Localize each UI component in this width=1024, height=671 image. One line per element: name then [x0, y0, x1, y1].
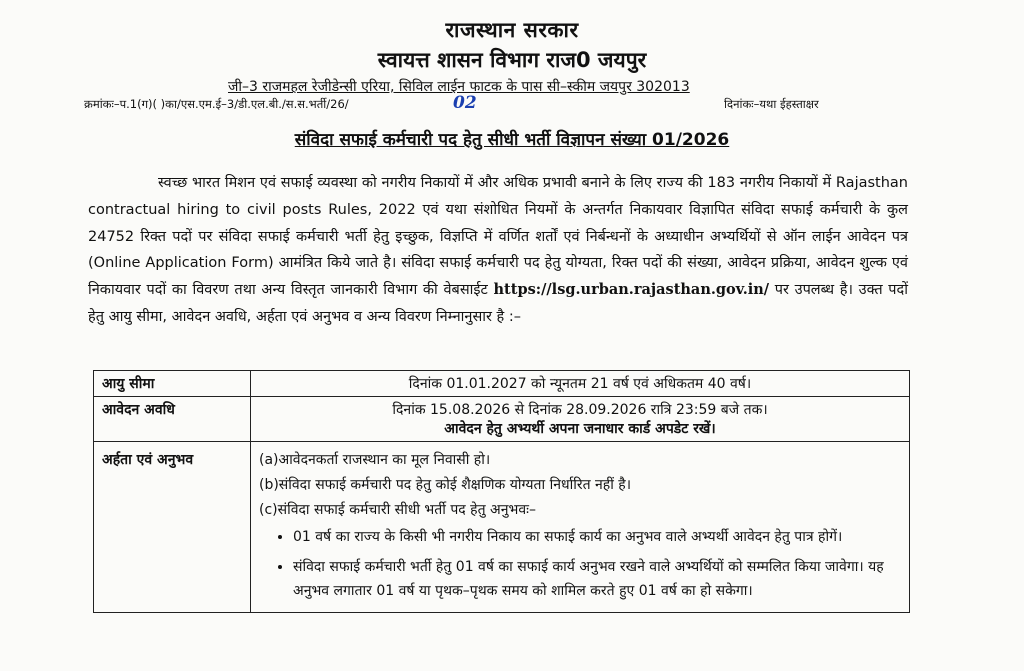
department-name: स्वायत्त शासन विभाग राज0 जयपुर [377, 48, 647, 72]
qualification-label: अर्हता एवं अनुभव [94, 442, 251, 613]
website-link[interactable]: https://lsg.urban.rajasthan.gov.in/ [493, 281, 770, 299]
age-value: दिनांक 01.01.2027 को न्यूनतम 21 वर्ष एवं अधिकतम 40 वर्ष। [251, 371, 910, 397]
qualification-cell [251, 442, 910, 613]
intro-text-end: पर उपलब्ध है। उक्त पदों हेतु आयु सीमा, आवेदन अवधि, अर्हता एवं अनुभव व अन्य विवरण निम्नानुसार है :– [88, 282, 909, 325]
qualification-b: (b)संविदा सफाई कर्मचारी पद हेतु कोई शैक्षणिक योग्यता निर्धारित नहीं है। [259, 477, 632, 493]
period-row [94, 397, 910, 442]
period-label: आवेदन अवधि [94, 397, 251, 442]
period-cell [251, 397, 910, 442]
intro-paragraph [88, 170, 908, 331]
qualification-a: (a)आवेदनकर्ता राजस्थान का मूल निवासी हो। [259, 452, 491, 468]
experience-list [259, 525, 901, 603]
experience-bullet-2: • संविदा सफाई कर्मचारी भर्ती हेतु 01 वर्ष का सफाई कार्य अनुभव रखने वाले अभ्यर्थियों को सम्मलित किया जावेगा। यह अनुभव लगातार 01 वर्ष या पृथक–पृथक समय को शामिल करते हुए 01 वर्ष का हो सकेगा। [293, 555, 901, 603]
qualification-row [94, 442, 910, 613]
government-name: राजस्थान सरकार [445, 18, 579, 42]
period-note: आवेदन हेतु अभ्यर्थी अपना जनाधार कार्ड अपडेट रखें। [444, 421, 716, 437]
qualification-c: (c)संविदा सफाई कर्मचारी सीधी भर्ती पद हेतु अनुभवः– [259, 502, 536, 518]
reference-date: दिनांकः–यथा ईहस्ताक्षर [724, 97, 819, 111]
period-value: दिनांक 15.08.2026 से दिनांक 28.09.2026 रात्रि 23:59 बजे तक। [392, 402, 768, 418]
age-label: आयु सीमा [94, 371, 251, 397]
reference-number: क्रमांकः–प.1(ग)( )का/एस.एम.ई–3/डी.एल.बी./स.स.भर्ती/26/ [84, 97, 349, 111]
handwritten-number: 02 [453, 93, 477, 113]
age-row [94, 371, 910, 397]
advertisement-title-text: संविदा सफाई कर्मचारी पद हेतु सीधी भर्ती विज्ञापन संख्या 01/2026 [294, 130, 730, 150]
reference-line [84, 93, 984, 117]
experience-bullet-1: • 01 वर्ष का राज्य के किसी भी नगरीय निकाय का सफाई कार्य का अनुभव वाले अभ्यर्थी आवेदन हेतु पात्र होगें। [293, 525, 901, 549]
details-table [93, 370, 910, 613]
department-address: जी–3 राजमहल रेजीडेन्सी एरिया, सिविल लाईन फाटक के पास सी–स्कीम जयपुर 302013 [228, 79, 690, 95]
intro-text: स्वच्छ भारत मिशन एवं सफाई व्यवस्था को नगरीय निकायों में और अधिक प्रभावी बनाने के लिए राज्य की 183 नगरीय निकायों में Rajasthan contractual hiring to civil posts Rules, 2022 एवं यथा संशोधित नियमों के अन्तर्गत निकायवार विज्ञापित संविदा सफाई कर्मचारी के कुल 24752 रिक्त पदों पर संविदा सफाई कर्मचारी भर्ती हेतु इच्छुक, विज्ञप्ति में वर्णित शर्तों एवं निर्बन्धनों के अध्याधीन अभ्यर्थियों से ऑन लाईन आवेदन पत्र (Online Application Form) आमंत्रित किये जाते है। संविदा सफाई कर्मचारी पद हेतु योग्यता, रिक्त पदों की संख्या, आवेदन प्रक्रिया, आवेदन शुल्क एवं निकायवार पदों का विवरण तथा अन्य विस्तृत जानकारी विभाग की वेबसाईट [88, 175, 908, 299]
advertisement-title [0, 127, 1024, 150]
